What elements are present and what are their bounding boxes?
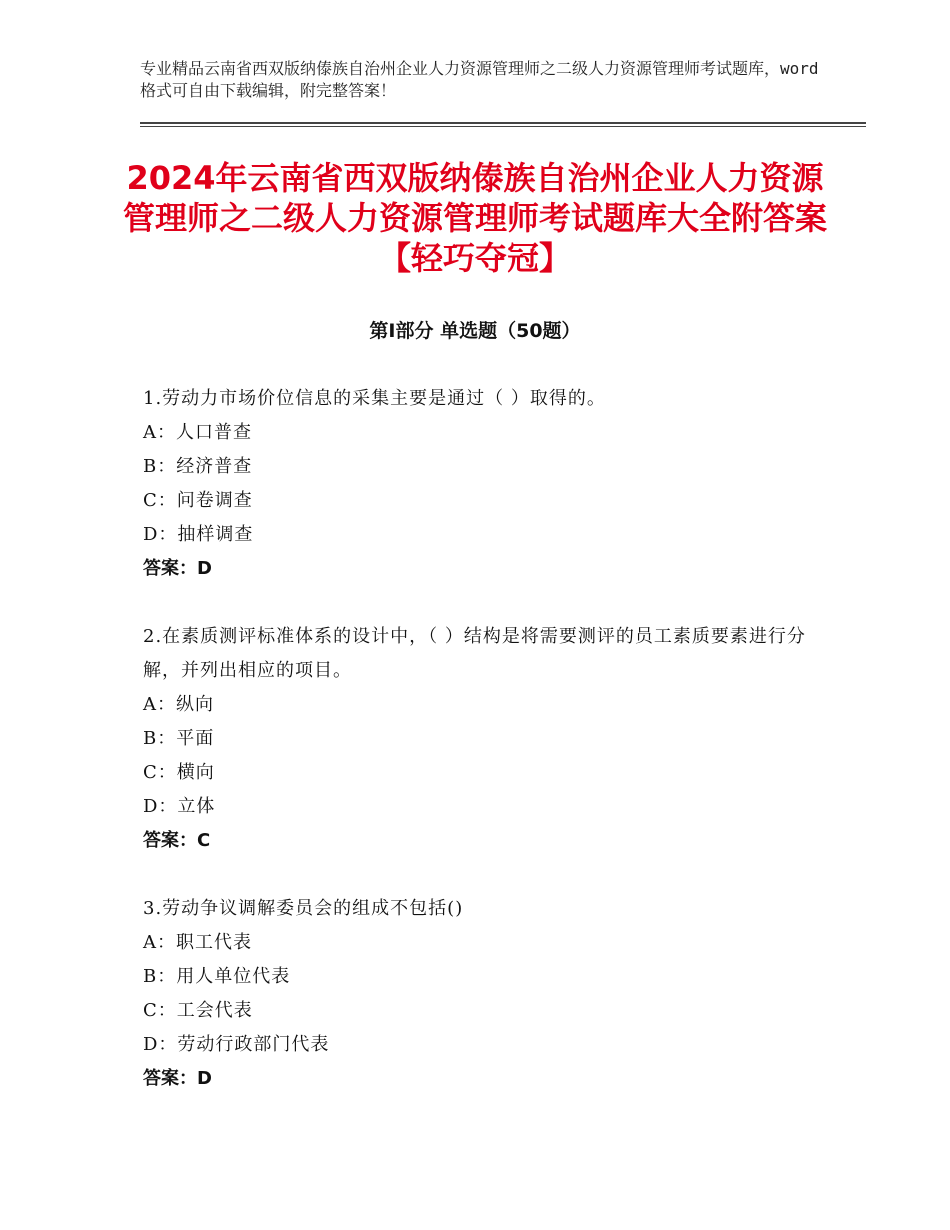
header-rule-thick <box>140 122 866 124</box>
option-d: D：立体 <box>143 796 216 817</box>
option-c: C：工会代表 <box>143 1000 253 1021</box>
question-text: 1.劳动力市场价位信息的采集主要是通过（ ）取得的。 <box>143 388 606 409</box>
option-c: C：问卷调查 <box>143 490 253 511</box>
question-text: 2.在素质测评标准体系的设计中，（ ）结构是将需要测评的员工素质要素进行分解，并列出相应的项目。 <box>143 626 806 681</box>
option-b: B：平面 <box>143 728 215 749</box>
option-c: C：横向 <box>143 762 215 783</box>
answer: 答案：D <box>143 558 212 579</box>
question-list <box>143 382 823 1130</box>
question-1 <box>143 382 823 586</box>
answer: 答案：C <box>143 830 211 851</box>
option-b: B：用人单位代表 <box>143 966 291 987</box>
question-text: 3.劳动争议调解委员会的组成不包括() <box>143 898 464 919</box>
question-3 <box>143 892 823 1096</box>
answer: 答案：D <box>143 1068 212 1089</box>
option-a: A：人口普查 <box>143 422 252 443</box>
option-d: D：抽样调查 <box>143 524 254 545</box>
option-a: A：职工代表 <box>143 932 252 953</box>
section-title: 第Ⅰ部分 单选题（50题） <box>369 320 581 342</box>
header-note: 专业精品云南省西双版纳傣族自治州企业人力资源管理师之二级人力资源管理师考试题库，word格式可自由下载编辑，附完整答案！ <box>140 59 819 100</box>
option-d: D：劳动行政部门代表 <box>143 1034 330 1055</box>
option-b: B：经济普查 <box>143 456 253 477</box>
question-2 <box>143 620 823 858</box>
header-rule-thin <box>140 126 866 127</box>
option-a: A：纵向 <box>143 694 214 715</box>
document-title: 2024年云南省西双版纳傣族自治州企业人力资源管理师之二级人力资源管理师考试题库大全附答案【轻巧夺冠】 <box>122 159 827 277</box>
